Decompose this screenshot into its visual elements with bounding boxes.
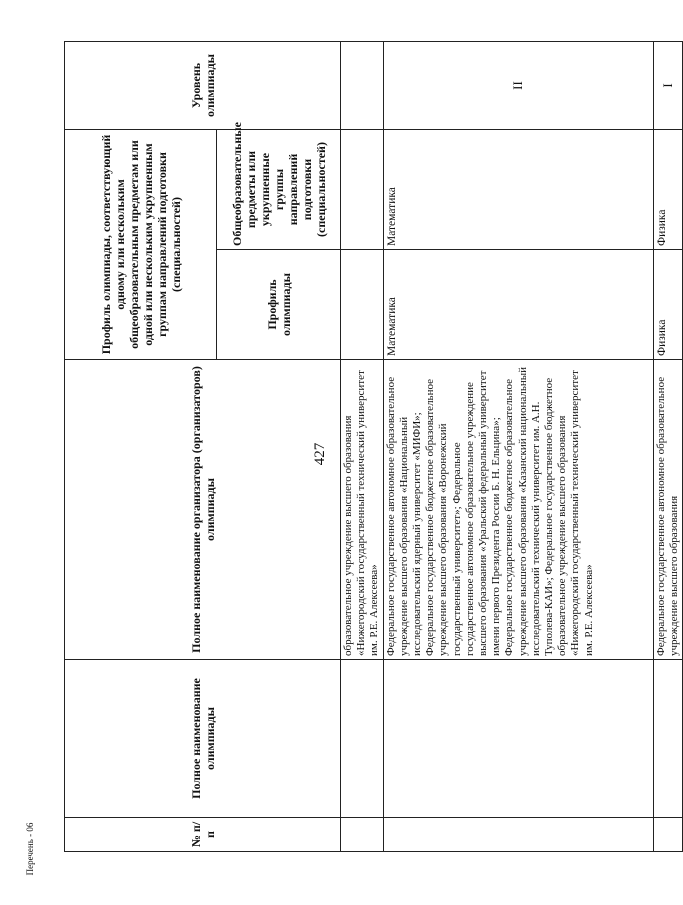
cell-organizer: образовательное учреждение высшего образования «Нижегородский государственный технический университет им. Р.Е. Алексеева»	[341, 360, 384, 660]
header-profile: Профиль олимпиады	[217, 250, 341, 360]
cell-num	[653, 818, 682, 852]
olympiad-table	[64, 41, 683, 852]
cell-profile: Физика	[653, 250, 682, 360]
cell-num	[383, 818, 653, 852]
header-level: Уровень олимпиады	[65, 42, 341, 130]
cell-num	[341, 818, 384, 852]
cell-level	[341, 42, 384, 130]
header-profile-group: Профиль олимпиады, соответствующий одному или нескольким общеобразовательным предметам или одной или нескольким укрупненным группам направлений подготовки (специальностей)	[65, 130, 217, 360]
cell-profile	[341, 250, 384, 360]
cell-subjects: Физика	[653, 130, 682, 250]
table-row	[341, 42, 384, 852]
cell-level: II	[383, 42, 653, 130]
header-num: № п/п	[65, 818, 341, 852]
header-organizer: Полное наименование организатора (организаторов) олимпиады	[65, 360, 341, 660]
table-row	[383, 42, 653, 852]
table-row	[653, 42, 682, 852]
page-number: 427	[312, 442, 328, 466]
cell-profile: Математика	[383, 250, 653, 360]
cell-organizer: Федеральное государственное автономное образовательное учреждение высшего образования	[653, 360, 682, 660]
header-row	[65, 42, 217, 852]
cell-subjects: Математика	[383, 130, 653, 250]
header-subjects: Общеобразовательные предметы или укрупненные группы направлений подготовки (специальностей)	[217, 130, 341, 250]
cell-name	[383, 660, 653, 818]
cell-name	[341, 660, 384, 818]
olympiad-table-rotated	[64, 42, 680, 852]
cell-organizer: Федеральное государственное автономное образовательное учреждение высшего образования «Национальный исследовательский ядерный университет «МИФИ»; Федеральное государственное бюджетное образовательное учреждение высшего образования «Воронежский государственный университет»; Федеральное государственное автономное образовательное учреждение высшего образования «Уральский федеральный университет имени первого Президента России Б. Н. Ельцина»; Федеральное государственное бюджетное образовательное учреждение высшего образования «Казанский национальный исследовательский технический университет им. А.Н. Туполева-КАИ»; Федеральное государственное бюджетное образовательное учреждение высшего образования «Нижегородский государственный технический университет им. Р.Е. Алексеева»	[383, 360, 653, 660]
cell-level: I	[653, 42, 682, 130]
footer-label: Перечень - 06	[25, 822, 35, 876]
cell-subjects	[341, 130, 384, 250]
header-name: Полное наименование олимпиады	[65, 660, 341, 818]
cell-name	[653, 660, 682, 818]
